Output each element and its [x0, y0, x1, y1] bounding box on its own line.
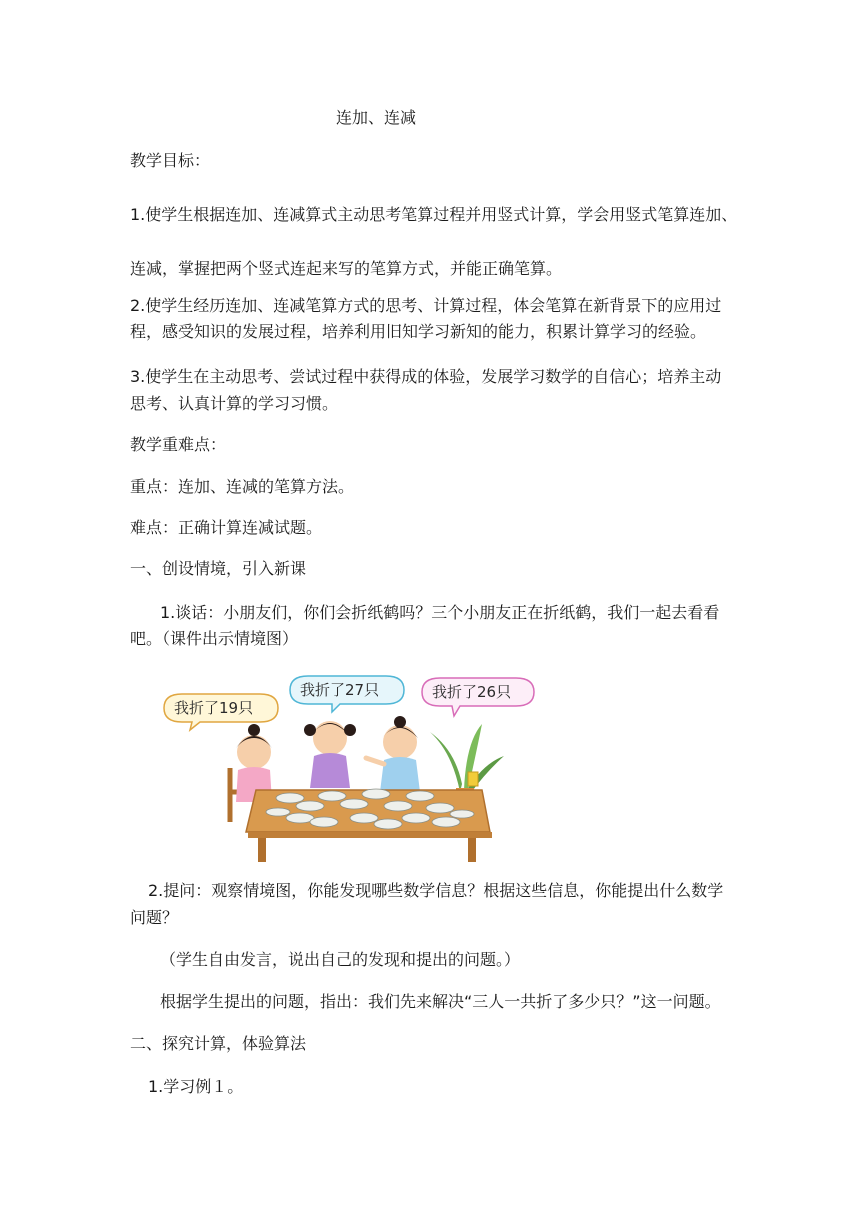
speech-bubble-right: [422, 678, 534, 716]
objectives-heading: 教学目标：: [130, 151, 211, 170]
objective-3-line-2: 思考、认真计算的学习习惯。: [130, 394, 339, 413]
objective-3-line-1: 3.使学生在主动思考、尝试过程中获得成的体验，发展学习数学的自信心；培养主动: [130, 367, 722, 386]
section-1-item-1-line-2: 吧。（课件出示情境图）: [130, 629, 299, 648]
page-title: 连加、连减: [335, 108, 416, 127]
bubble-right-text: 我折了26只: [432, 683, 512, 701]
section-1-point-out: 根据学生提出的问题，指出：我们先来解决“三人一共折了多少只？”这一问题。: [160, 992, 721, 1011]
objective-1-line-1: 1.使学生根据连加、连减算式主动思考笔算过程并用竖式计算，学会用竖式笔算连加、: [130, 205, 738, 224]
section-2-heading: 二、探究计算，体验算法: [130, 1034, 307, 1053]
objective-2-line-1: 2.使学生经历连加、连减笔算方式的思考、计算过程，体会笔算在新背景下的应用过: [130, 296, 722, 315]
child-middle: [304, 721, 356, 788]
section-1-heading: 一、创设情境，引入新课: [130, 559, 307, 578]
bubble-left-text: 我折了19只: [174, 699, 254, 717]
objective-2-line-2: 程，感受知识的发展过程，培养利用旧知学习新知的能力，积累计算学习的经验。: [130, 322, 707, 341]
child-right: [366, 716, 420, 792]
section-2-item-1: 1.学习例１。: [148, 1077, 244, 1096]
difficulty: 难点：正确计算连减试题。: [130, 518, 323, 537]
section-1-item-2-line-2: 问题？: [130, 908, 179, 927]
paper-crane-illustration: [160, 672, 540, 862]
objective-1-line-2: 连减，掌握把两个竖式连起来写的笔算方式，并能正确笔算。: [130, 259, 563, 278]
speech-bubble-middle: [290, 676, 404, 712]
section-1-note: （学生自由发言，说出自己的发现和提出的问题。）: [160, 950, 521, 969]
speech-bubble-left: [164, 694, 278, 730]
section-1-item-1-line-1: 1.谈话：小朋友们，你们会折纸鹤吗？三个小朋友正在折纸鹤，我们一起去看看: [160, 603, 720, 622]
key-points-heading: 教学重难点：: [130, 435, 227, 454]
section-1-item-2-line-1: 2.提问：观察情境图，你能发现哪些数学信息？根据这些信息，你能提出什么数学: [148, 881, 724, 900]
key-point: 重点：连加、连减的笔算方法。: [130, 477, 355, 496]
bubble-middle-text: 我折了27只: [300, 681, 380, 699]
